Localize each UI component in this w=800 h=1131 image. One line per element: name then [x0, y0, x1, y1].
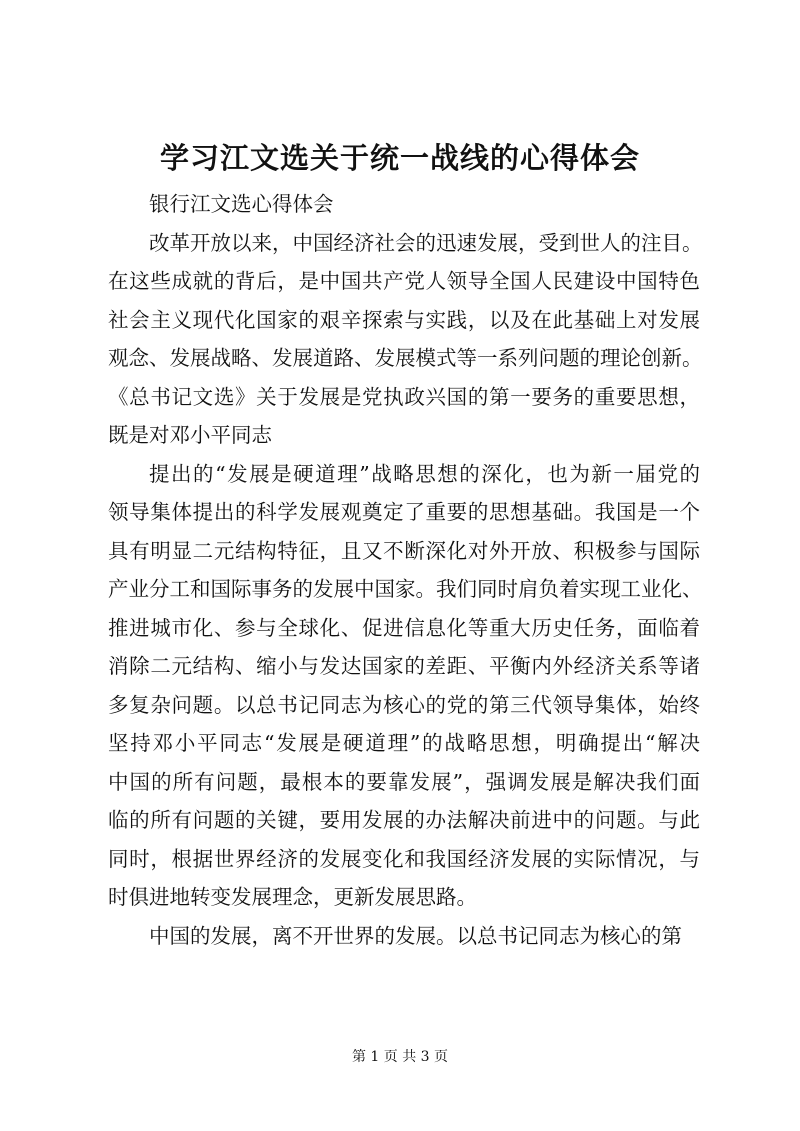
subtitle-line: 银行江文选心得体会	[149, 192, 334, 216]
paragraph-3	[108, 917, 700, 956]
paragraph-line: 既是对邓小平同志	[108, 423, 272, 447]
document-body	[108, 185, 703, 955]
paragraph-line: 同时，根据世界经济的发展变化和我国经济发展的实际情况，与	[108, 846, 700, 871]
paragraph-line: 坚持邓小平同志“发展是硬道理”的战略思想，明确提出“解决	[108, 731, 700, 755]
paragraph-line: 具有明显二元结构特征，且又不断深化对外开放、积极参与国际	[108, 538, 700, 563]
document-title: 学习江文选关于统一战线的心得体会	[159, 141, 640, 175]
paragraph-2	[108, 455, 703, 917]
paragraph-line: 多复杂问题。以总书记同志为核心的党的第三代领导集体，始终	[108, 692, 700, 717]
paragraph-line: 产业分工和国际事务的发展中国家。我们同时肩负着实现工业化、	[108, 577, 703, 601]
paragraph-line: 《总书记文选》关于发展是党执政兴国的第一要务的重要思想，	[108, 384, 700, 409]
paragraph-line: 在这些成就的背后，是中国共产党人领导全国人民建设中国特色	[108, 269, 700, 293]
paragraph-line: 改革开放以来，中国经济社会的迅速发展，受到世人的注目。	[149, 230, 703, 255]
paragraph-line: 领导集体提出的科学发展观奠定了重要的思想基础。我国是一个	[108, 500, 700, 524]
paragraph-line: 时俱进地转变发展理念，更新发展思路。	[108, 885, 477, 909]
paragraph-line: 中国的所有问题，最根本的要靠发展”，强调发展是解决我们面	[108, 769, 700, 794]
paragraph-line: 提出的“发展是硬道理”战略思想的深化，也为新一届党的	[149, 461, 700, 486]
paragraph-line: 中国的发展，离不开世界的发展。以总书记同志为核心的第	[149, 923, 682, 948]
paragraph-1	[108, 224, 703, 455]
paragraph-line: 社会主义现代化国家的艰辛探索与实践，以及在此基础上对发展	[108, 307, 700, 332]
paragraph-line: 观念、发展战略、发展道路、发展模式等一系列问题的理论创新。	[108, 346, 703, 370]
paragraph-line: 推进城市化、参与全球化、促进信息化等重大历史任务，面临着	[108, 615, 700, 640]
subtitle-paragraph	[108, 185, 700, 224]
page-number-footer: 第 1 页 共 3 页	[351, 1049, 449, 1065]
paragraph-line: 临的所有问题的关键，要用发展的办法解决前进中的问题。与此	[108, 808, 700, 832]
paragraph-line: 消除二元结构、缩小与发达国家的差距、平衡内外经济关系等诸	[108, 654, 700, 678]
